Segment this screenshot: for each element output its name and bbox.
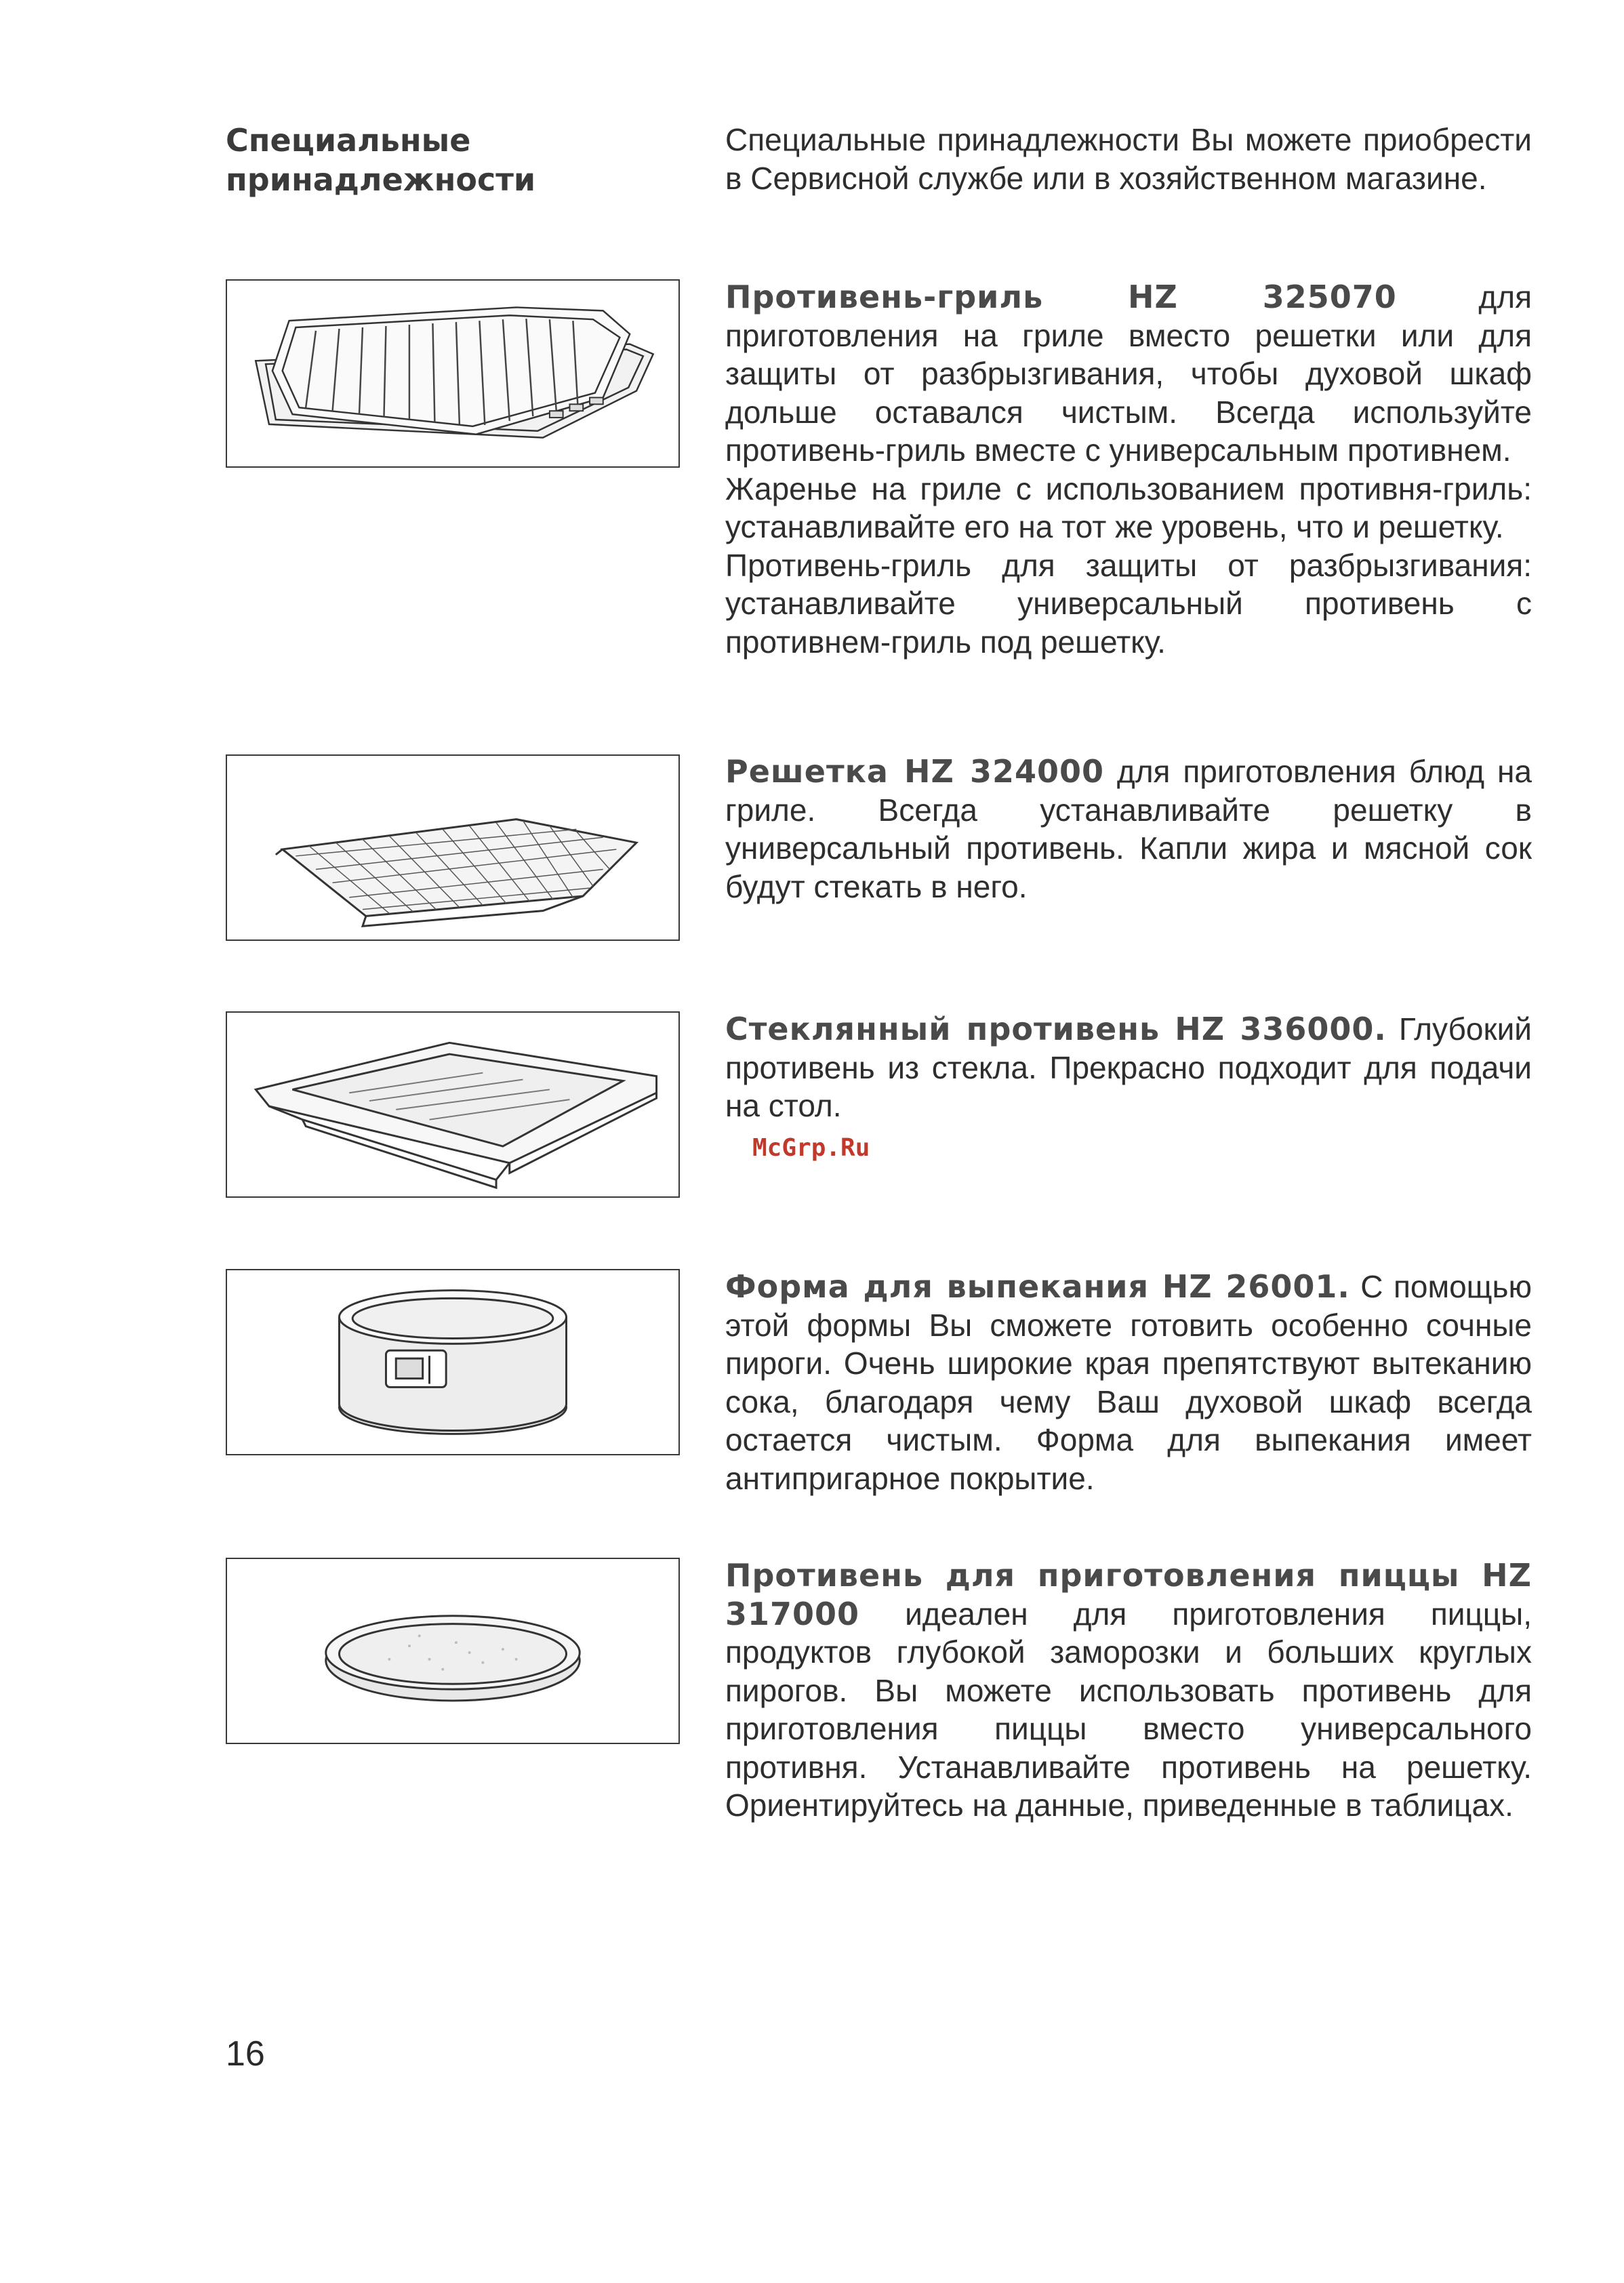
figure-glass-tray <box>226 1011 680 1198</box>
intro-text: Специальные принадлежности Вы можете приобрести в Сервисной службе или в хозяйственном магазине. <box>725 122 1532 196</box>
pizza-pan-text: идеален для приготовления пиццы, продуктов глубокой заморозки и больших круглых пирогов. Вы можете использовать противень для приготовления пиццы вместо универсального противня. Устанавливайте противень на решетку. Ориентируйтесь на данные, приведенные в таблицах. <box>725 1596 1532 1823</box>
item-grill-tray <box>725 278 1532 661</box>
section-title-line-2: принадлежности <box>226 161 536 198</box>
springform-pan-icon <box>227 1270 678 1454</box>
page-number: 16 <box>226 2034 265 2074</box>
section-title-line-1: Специальные <box>226 122 471 159</box>
pizza-pan-lead: Противень для приготовления пиццы HZ 317000 <box>725 1557 1532 1632</box>
wire-rack-text: для приготовления блюд на гриле. Всегда устанавливайте решетку в универсальный противень. Капли жира и мясной сок будут стекать в него. <box>725 754 1532 904</box>
item-wire-rack <box>725 752 1532 906</box>
figure-grill-tray <box>226 279 680 468</box>
grill-tray-icon <box>227 281 678 466</box>
glass-tray-text: Глубокий противень из стекла. Прекрасно подходит для подачи на стол. <box>725 1011 1532 1123</box>
glass-tray-icon <box>227 1013 678 1196</box>
grill-tray-extra-2: Противень-гриль для защиты от разбрызгивания: устанавливайте универсальный противень с противнем-гриль под решетку. <box>725 547 1532 660</box>
wire-rack-desc <box>725 752 1532 906</box>
intro-paragraph <box>725 121 1532 197</box>
glass-tray-desc <box>725 1010 1532 1125</box>
grill-tray-lead: Противень-гриль HZ 325070 <box>725 279 1397 315</box>
grill-tray-desc <box>725 278 1532 470</box>
item-springform-pan <box>725 1268 1532 1497</box>
figure-springform-pan <box>226 1269 680 1455</box>
springform-pan-text: С помощью этой формы Вы сможете готовить особенно сочные пироги. Очень широкие края препятствуют вытеканию сока, благодаря чему Ваш духовой шкаф всегда остается чистым. Форма для выпекания имеет антипригарное покрытие. <box>725 1269 1532 1496</box>
item-glass-tray <box>725 1010 1532 1125</box>
pizza-pan-icon <box>227 1559 678 1743</box>
figure-wire-rack <box>226 754 680 941</box>
item-pizza-pan <box>725 1556 1532 1825</box>
springform-pan-lead: Форма для выпекания HZ 26001. <box>725 1268 1350 1305</box>
section-title <box>226 121 646 199</box>
grill-tray-text: для приготовления на гриле вместо решетки или для защиты от разбрызгивания, чтобы духовой шкаф дольше оставался чистым. Всегда используйте противень-гриль вместе с универсальным противнем. <box>725 279 1532 468</box>
glass-tray-lead: Стеклянный противень HZ 336000. <box>725 1011 1387 1047</box>
pizza-pan-desc <box>725 1556 1532 1825</box>
figure-pizza-pan <box>226 1558 680 1744</box>
grill-tray-extra-1: Жаренье на гриле с использованием противня-гриль: устанавливайте его на тот же уровень, что и решетку. <box>725 470 1532 544</box>
springform-pan-desc <box>725 1268 1532 1497</box>
wire-rack-icon <box>227 756 678 940</box>
watermark: McGrp.Ru <box>752 1134 870 1162</box>
wire-rack-lead: Решетка HZ 324000 <box>725 753 1104 790</box>
